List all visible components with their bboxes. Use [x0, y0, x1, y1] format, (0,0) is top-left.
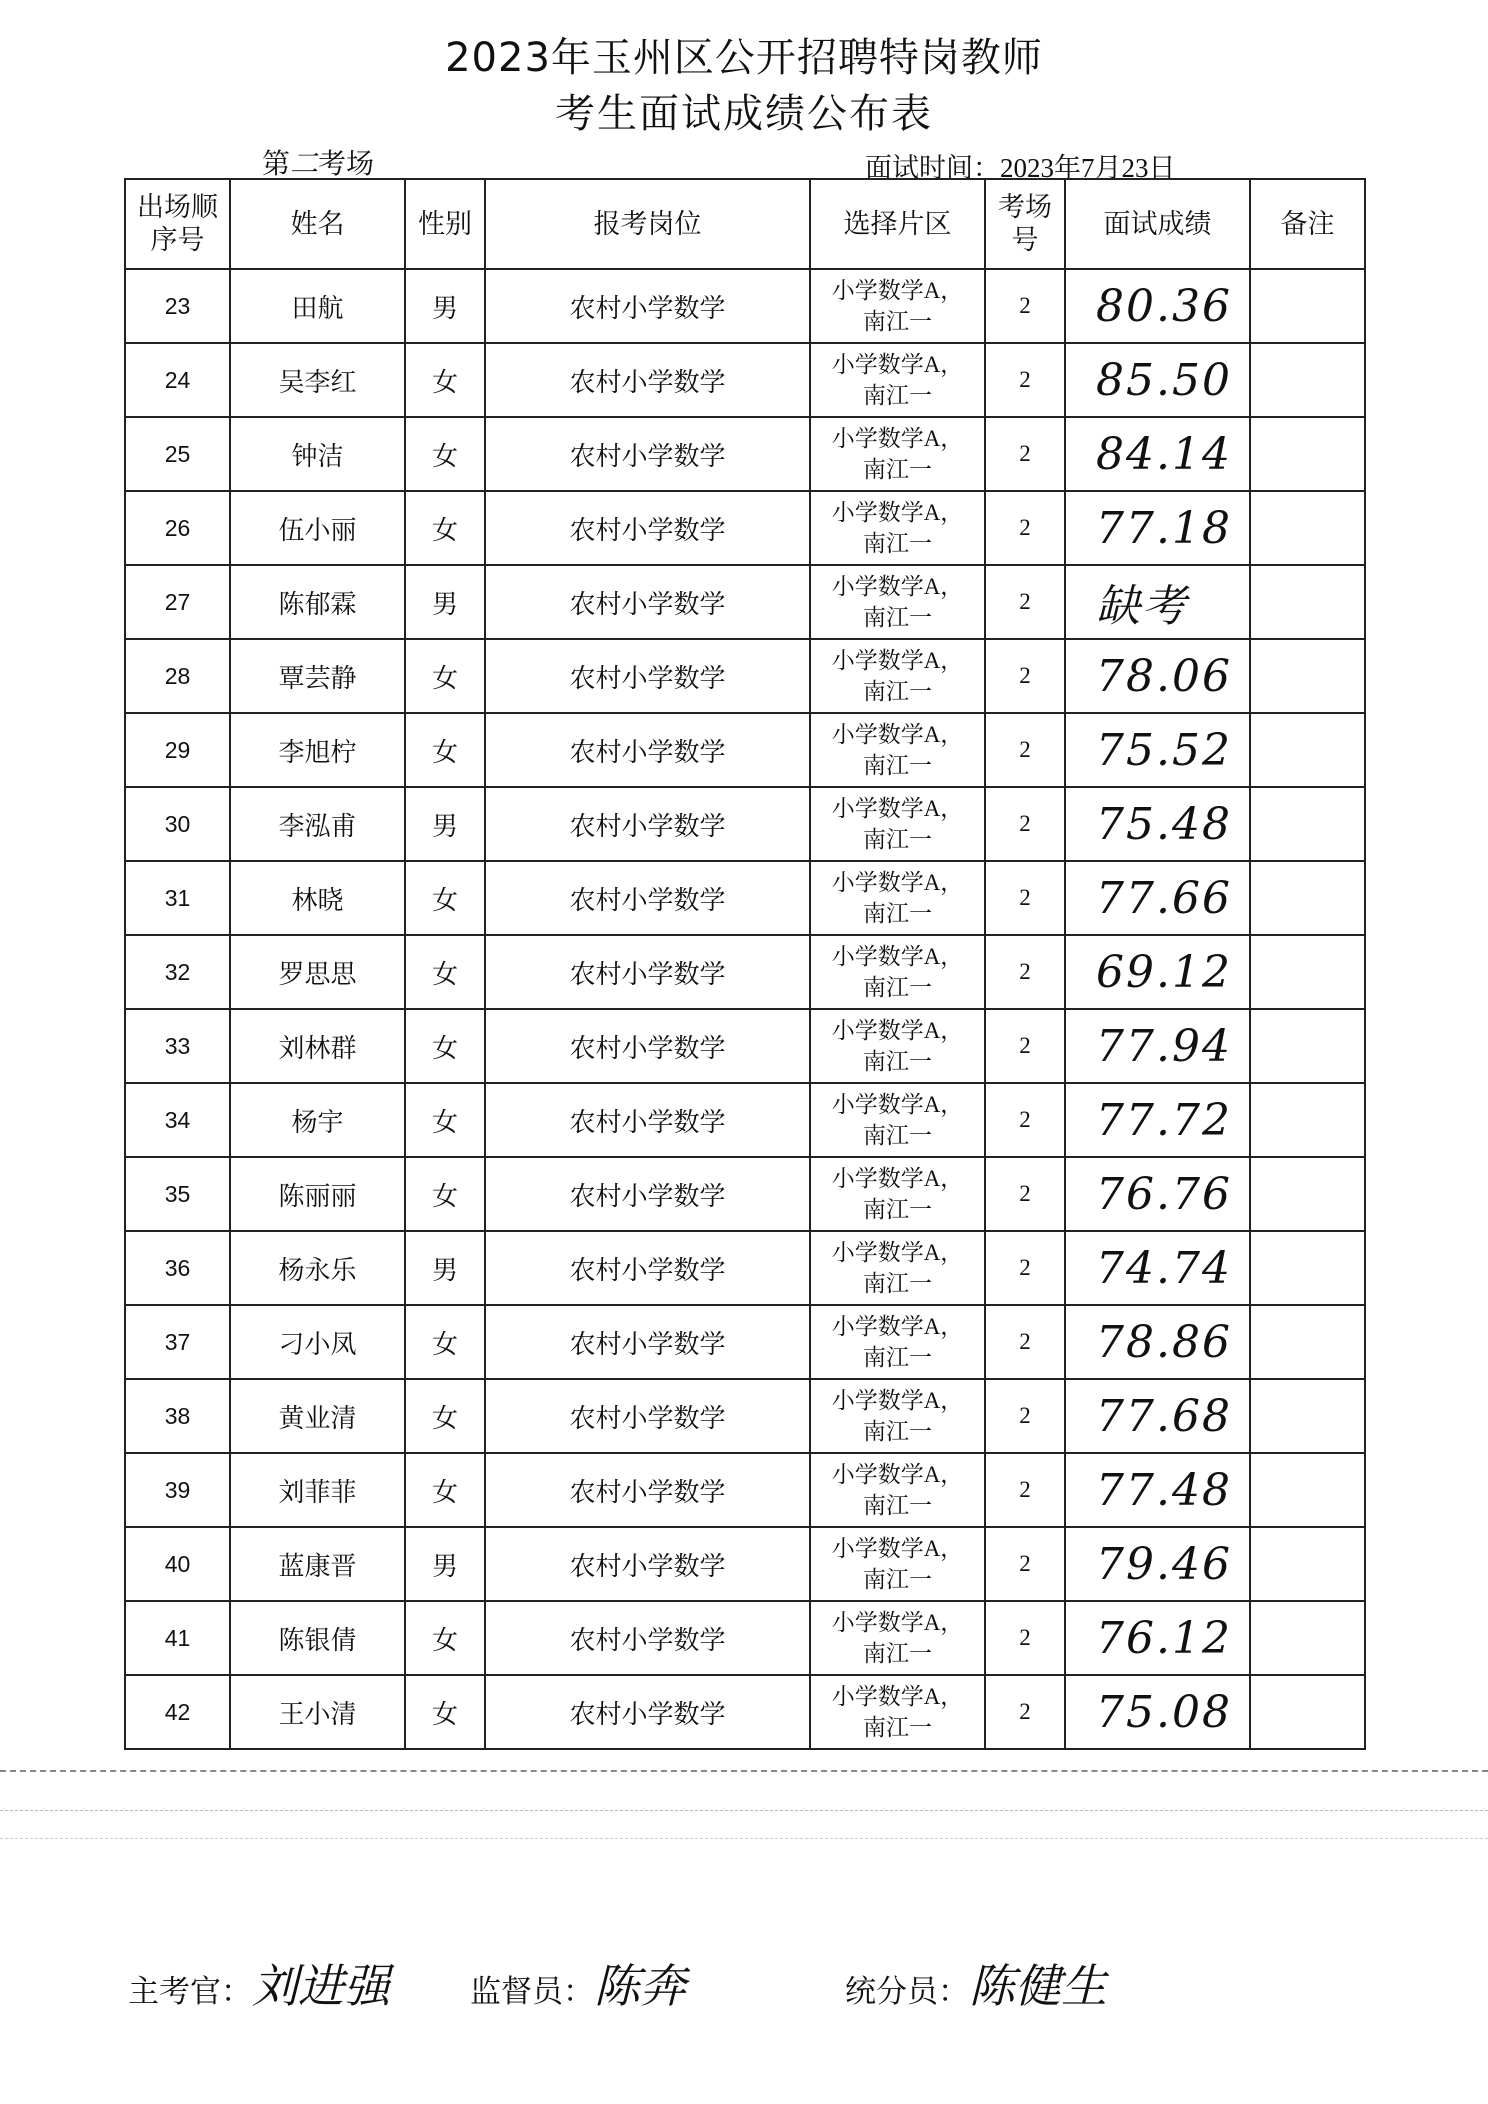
cell-name: 钟洁 [230, 417, 405, 491]
cell-room: 2 [985, 491, 1065, 565]
cell-seq: 38 [125, 1379, 230, 1453]
area-line2: 南江一 [863, 679, 932, 704]
table-row [125, 1305, 1365, 1379]
cell-seq: 35 [125, 1157, 230, 1231]
area-line2: 南江一 [863, 1123, 932, 1148]
cell-gender: 女 [405, 491, 485, 565]
cell-gender: 女 [405, 1453, 485, 1527]
area-line2: 南江一 [863, 1197, 932, 1222]
cell-name: 林晓 [230, 861, 405, 935]
cell-area [810, 1305, 985, 1379]
cell-room: 2 [985, 1527, 1065, 1601]
cell-seq: 24 [125, 343, 230, 417]
area-line1: 小学数学A， [831, 1240, 964, 1265]
area-line1: 小学数学A， [831, 500, 964, 525]
table-row [125, 417, 1365, 491]
cell-seq: 36 [125, 1231, 230, 1305]
cell-gender: 女 [405, 935, 485, 1009]
area-line2: 南江一 [863, 1493, 932, 1518]
room-prefix: 第 [262, 147, 291, 180]
area-line1: 小学数学A， [831, 1610, 964, 1635]
cell-seq: 31 [125, 861, 230, 935]
cell-area [810, 1009, 985, 1083]
cell-name: 刘林群 [230, 1009, 405, 1083]
cell-note [1250, 787, 1365, 861]
cell-note [1250, 861, 1365, 935]
cell-area [810, 343, 985, 417]
cell-seq: 27 [125, 565, 230, 639]
cell-note [1250, 269, 1365, 343]
area-line2: 南江一 [863, 531, 932, 556]
cell-gender: 女 [405, 1157, 485, 1231]
col-header-area: 选择片区 [810, 179, 985, 269]
examiner-label: 主考官： [128, 1974, 252, 2010]
col-header-gender: 性别 [405, 179, 485, 269]
cell-position: 农村小学数学 [485, 861, 810, 935]
area-line1: 小学数学A， [831, 1684, 964, 1709]
area-line2: 南江一 [863, 1419, 932, 1444]
cell-room: 2 [985, 1157, 1065, 1231]
cell-gender: 女 [405, 639, 485, 713]
score-table [124, 178, 1366, 1750]
cell-name: 覃芸静 [230, 639, 405, 713]
cell-room: 2 [985, 1379, 1065, 1453]
col-header-note: 备注 [1250, 179, 1365, 269]
cell-name: 刘菲菲 [230, 1453, 405, 1527]
examiner-signature: 刘进强 [252, 1959, 390, 2013]
cell-gender: 女 [405, 1379, 485, 1453]
cell-seq: 33 [125, 1009, 230, 1083]
divider-line-faint [0, 1810, 1488, 1811]
cell-score: 80.36 [1065, 269, 1250, 343]
col-header-score: 面试成绩 [1065, 179, 1250, 269]
cell-area [810, 1601, 985, 1675]
cell-area [810, 639, 985, 713]
area-line2: 南江一 [863, 1345, 932, 1370]
cell-seq: 37 [125, 1305, 230, 1379]
cell-seq: 34 [125, 1083, 230, 1157]
cell-score: 缺考 [1065, 565, 1250, 639]
cell-note [1250, 1453, 1365, 1527]
cell-gender: 女 [405, 1601, 485, 1675]
area-line1: 小学数学A， [831, 944, 964, 969]
area-line2: 南江一 [863, 1641, 932, 1666]
area-line2: 南江一 [863, 827, 932, 852]
cell-score: 75.48 [1065, 787, 1250, 861]
area-line1: 小学数学A， [831, 574, 964, 599]
cell-gender: 女 [405, 343, 485, 417]
area-line2: 南江一 [863, 901, 932, 926]
cell-name: 李旭柠 [230, 713, 405, 787]
cell-note [1250, 713, 1365, 787]
page-title-line2: 考生面试成绩公布表 [555, 91, 933, 137]
cell-room: 2 [985, 861, 1065, 935]
cell-name: 陈郁霖 [230, 565, 405, 639]
cell-room: 2 [985, 787, 1065, 861]
cell-note [1250, 1527, 1365, 1601]
cell-position: 农村小学数学 [485, 1083, 810, 1157]
cell-gender: 女 [405, 861, 485, 935]
cell-name: 田航 [230, 269, 405, 343]
room-suffix: 考场 [318, 147, 375, 180]
cell-area [810, 565, 985, 639]
table-row [125, 1083, 1365, 1157]
cell-score: 77.94 [1065, 1009, 1250, 1083]
col-header-name: 姓名 [230, 179, 405, 269]
cell-score: 75.08 [1065, 1675, 1250, 1749]
cell-gender: 男 [405, 269, 485, 343]
table-row [125, 713, 1365, 787]
table-row [125, 1231, 1365, 1305]
area-line2: 南江一 [863, 975, 932, 1000]
cell-room: 2 [985, 713, 1065, 787]
cell-area [810, 1675, 985, 1749]
cell-seq: 39 [125, 1453, 230, 1527]
cell-position: 农村小学数学 [485, 1231, 810, 1305]
supervisor-label: 监督员： [470, 1974, 594, 2010]
cell-seq: 23 [125, 269, 230, 343]
cell-note [1250, 1231, 1365, 1305]
table-row [125, 935, 1365, 1009]
cell-position: 农村小学数学 [485, 1305, 810, 1379]
area-line1: 小学数学A， [831, 1092, 964, 1117]
cell-position: 农村小学数学 [485, 1527, 810, 1601]
area-line1: 小学数学A， [831, 648, 964, 673]
col-header-seq: 出场顺序号 [125, 179, 230, 269]
scorer-signature-block [845, 1950, 1107, 2016]
cell-gender: 男 [405, 787, 485, 861]
cell-seq: 29 [125, 713, 230, 787]
table-row [125, 861, 1365, 935]
cell-room: 2 [985, 639, 1065, 713]
cell-position: 农村小学数学 [485, 1601, 810, 1675]
cell-note [1250, 639, 1365, 713]
cell-name: 杨永乐 [230, 1231, 405, 1305]
exam-room-label [262, 142, 374, 182]
cell-area [810, 269, 985, 343]
cell-score: 77.48 [1065, 1453, 1250, 1527]
cell-position: 农村小学数学 [485, 269, 810, 343]
cell-score: 84.14 [1065, 417, 1250, 491]
cell-name: 黄业清 [230, 1379, 405, 1453]
cell-note [1250, 417, 1365, 491]
cell-room: 2 [985, 1675, 1065, 1749]
cell-area [810, 1527, 985, 1601]
cell-gender: 女 [405, 1305, 485, 1379]
examiner-signature-block [128, 1950, 390, 2016]
cell-room: 2 [985, 1231, 1065, 1305]
cell-note [1250, 565, 1365, 639]
area-line1: 小学数学A， [831, 1166, 964, 1191]
area-line1: 小学数学A， [831, 278, 964, 303]
cell-position: 农村小学数学 [485, 713, 810, 787]
table-row [125, 1527, 1365, 1601]
cell-room: 2 [985, 343, 1065, 417]
cell-gender: 男 [405, 1231, 485, 1305]
cell-position: 农村小学数学 [485, 787, 810, 861]
area-line2: 南江一 [863, 457, 932, 482]
scorer-label: 统分员： [845, 1974, 969, 2010]
area-line2: 南江一 [863, 309, 932, 334]
cell-score: 76.12 [1065, 1601, 1250, 1675]
table-row [125, 1009, 1365, 1083]
area-line1: 小学数学A， [831, 1462, 964, 1487]
table-header-row [125, 179, 1365, 269]
cell-score: 69.12 [1065, 935, 1250, 1009]
cell-seq: 32 [125, 935, 230, 1009]
cell-position: 农村小学数学 [485, 1675, 810, 1749]
cell-note [1250, 1305, 1365, 1379]
area-line1: 小学数学A， [831, 426, 964, 451]
cell-name: 吴李红 [230, 343, 405, 417]
cell-note [1250, 935, 1365, 1009]
scorer-signature: 陈健生 [969, 1959, 1107, 2013]
cell-score: 77.66 [1065, 861, 1250, 935]
cell-score: 85.50 [1065, 343, 1250, 417]
cell-area [810, 713, 985, 787]
area-line2: 南江一 [863, 1715, 932, 1740]
cell-gender: 女 [405, 417, 485, 491]
area-line1: 小学数学A， [831, 870, 964, 895]
cell-room: 2 [985, 1083, 1065, 1157]
cell-gender: 男 [405, 565, 485, 639]
cell-position: 农村小学数学 [485, 491, 810, 565]
area-line1: 小学数学A， [831, 1018, 964, 1043]
cell-note [1250, 1009, 1365, 1083]
cell-seq: 30 [125, 787, 230, 861]
cell-name: 王小清 [230, 1675, 405, 1749]
cell-area [810, 491, 985, 565]
cell-score: 77.18 [1065, 491, 1250, 565]
area-line2: 南江一 [863, 605, 932, 630]
cell-position: 农村小学数学 [485, 565, 810, 639]
cell-name: 陈银倩 [230, 1601, 405, 1675]
table-row [125, 491, 1365, 565]
cell-gender: 女 [405, 1009, 485, 1083]
cell-position: 农村小学数学 [485, 1379, 810, 1453]
table-row [125, 1453, 1365, 1527]
cell-note [1250, 1601, 1365, 1675]
cell-gender: 女 [405, 713, 485, 787]
cell-area [810, 1157, 985, 1231]
page-title-line1: 2023年玉州区公开招聘特岗教师 [445, 35, 1043, 81]
cell-position: 农村小学数学 [485, 639, 810, 713]
cell-note [1250, 1379, 1365, 1453]
cell-seq: 42 [125, 1675, 230, 1749]
area-line2: 南江一 [863, 753, 932, 778]
col-header-position: 报考岗位 [485, 179, 810, 269]
area-line1: 小学数学A， [831, 722, 964, 747]
cell-name: 陈丽丽 [230, 1157, 405, 1231]
table-row [125, 1157, 1365, 1231]
col-header-room: 考场号 [985, 179, 1065, 269]
cell-room: 2 [985, 417, 1065, 491]
cell-score: 78.86 [1065, 1305, 1250, 1379]
cell-gender: 女 [405, 1675, 485, 1749]
cell-position: 农村小学数学 [485, 343, 810, 417]
area-line1: 小学数学A， [831, 1388, 964, 1413]
cell-name: 伍小丽 [230, 491, 405, 565]
table-row [125, 1675, 1365, 1749]
cell-name: 李泓甫 [230, 787, 405, 861]
divider-line [0, 1770, 1488, 1772]
supervisor-signature: 陈奔 [594, 1959, 686, 2013]
cell-area [810, 787, 985, 861]
cell-note [1250, 1083, 1365, 1157]
cell-position: 农村小学数学 [485, 1009, 810, 1083]
supervisor-signature-block [470, 1950, 686, 2016]
cell-area [810, 1379, 985, 1453]
area-line2: 南江一 [863, 1567, 932, 1592]
cell-score: 76.76 [1065, 1157, 1250, 1231]
cell-area [810, 1083, 985, 1157]
cell-seq: 26 [125, 491, 230, 565]
cell-room: 2 [985, 1453, 1065, 1527]
cell-score: 78.06 [1065, 639, 1250, 713]
cell-score: 74.74 [1065, 1231, 1250, 1305]
cell-position: 农村小学数学 [485, 1157, 810, 1231]
cell-name: 蓝康晋 [230, 1527, 405, 1601]
table-row [125, 639, 1365, 713]
cell-name: 罗思思 [230, 935, 405, 1009]
cell-area [810, 1453, 985, 1527]
table-row [125, 269, 1365, 343]
cell-room: 2 [985, 269, 1065, 343]
table-row [125, 565, 1365, 639]
cell-name: 刁小凤 [230, 1305, 405, 1379]
area-line1: 小学数学A， [831, 796, 964, 821]
cell-score: 77.72 [1065, 1083, 1250, 1157]
area-line2: 南江一 [863, 1049, 932, 1074]
interview-date: 面试时间：2023年7月23日 [865, 153, 1176, 183]
area-line1: 小学数学A， [831, 1314, 964, 1339]
area-line2: 南江一 [863, 383, 932, 408]
area-line1: 小学数学A， [831, 1536, 964, 1561]
cell-note [1250, 1675, 1365, 1749]
cell-room: 2 [985, 565, 1065, 639]
cell-room: 2 [985, 1305, 1065, 1379]
cell-gender: 男 [405, 1527, 485, 1601]
cell-seq: 25 [125, 417, 230, 491]
cell-seq: 41 [125, 1601, 230, 1675]
cell-note [1250, 491, 1365, 565]
cell-room: 2 [985, 1601, 1065, 1675]
cell-room: 2 [985, 1009, 1065, 1083]
cell-position: 农村小学数学 [485, 935, 810, 1009]
cell-gender: 女 [405, 1083, 485, 1157]
cell-area [810, 417, 985, 491]
cell-score: 75.52 [1065, 713, 1250, 787]
table-row [125, 787, 1365, 861]
table-row [125, 1601, 1365, 1675]
cell-room: 2 [985, 935, 1065, 1009]
area-line1: 小学数学A， [831, 352, 964, 377]
divider-line-faint [0, 1838, 1488, 1839]
cell-area [810, 935, 985, 1009]
cell-area [810, 1231, 985, 1305]
room-number-handwritten: 二 [290, 147, 319, 180]
area-line2: 南江一 [863, 1271, 932, 1296]
table-row [125, 343, 1365, 417]
cell-seq: 40 [125, 1527, 230, 1601]
cell-seq: 28 [125, 639, 230, 713]
cell-area [810, 861, 985, 935]
table-row [125, 1379, 1365, 1453]
cell-note [1250, 1157, 1365, 1231]
cell-name: 杨宇 [230, 1083, 405, 1157]
cell-position: 农村小学数学 [485, 1453, 810, 1527]
cell-position: 农村小学数学 [485, 417, 810, 491]
cell-score: 77.68 [1065, 1379, 1250, 1453]
cell-score: 79.46 [1065, 1527, 1250, 1601]
cell-note [1250, 343, 1365, 417]
